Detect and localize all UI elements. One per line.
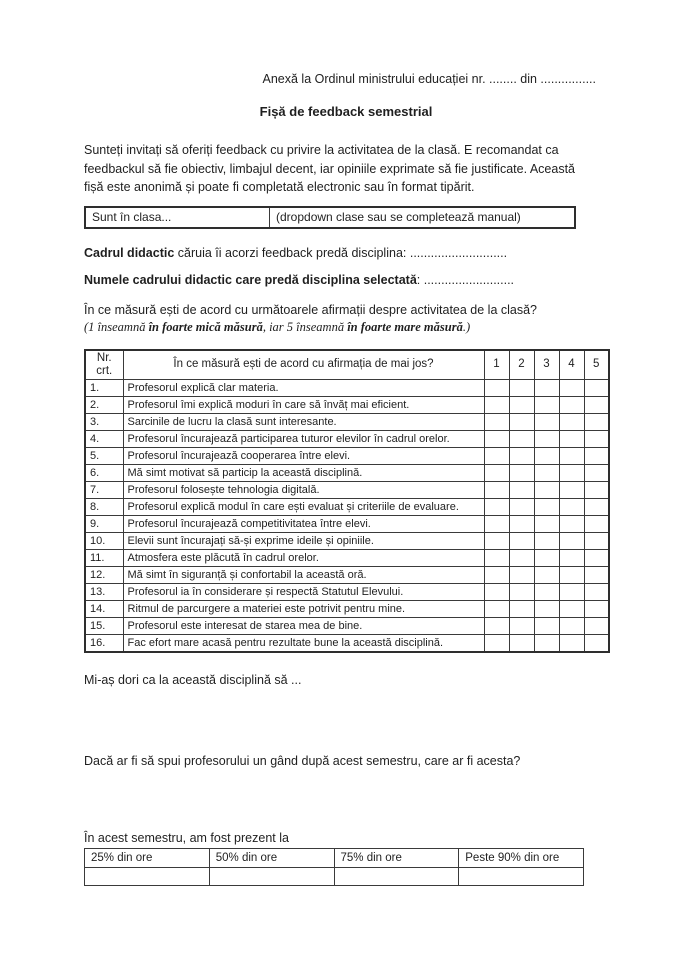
rating-cell-4[interactable] bbox=[559, 566, 584, 583]
rating-cell-2[interactable] bbox=[509, 413, 534, 430]
rating-cell-5[interactable] bbox=[584, 379, 609, 396]
rating-cell-1[interactable] bbox=[484, 634, 509, 652]
rating-cell-5[interactable] bbox=[584, 515, 609, 532]
rating-cell-3[interactable] bbox=[534, 430, 559, 447]
rating-cell-3[interactable] bbox=[534, 515, 559, 532]
attendance-label: În acest semestru, am fost prezent la bbox=[84, 830, 289, 845]
statement-text: Profesorul folosește tehnologia digitală. bbox=[123, 481, 484, 498]
rating-cell-4[interactable] bbox=[559, 532, 584, 549]
rating-cell-2[interactable] bbox=[509, 617, 534, 634]
ratings-table bbox=[84, 349, 610, 653]
scale-note-text: (1 înseamnă bbox=[84, 319, 149, 334]
page-title: Fișă de feedback semestrial bbox=[259, 104, 433, 119]
rating-cell-2[interactable] bbox=[509, 464, 534, 481]
rating-cell-5[interactable] bbox=[584, 600, 609, 617]
rating-cell-5[interactable] bbox=[584, 549, 609, 566]
rating-cell-2[interactable] bbox=[509, 430, 534, 447]
rating-cell-3[interactable] bbox=[534, 532, 559, 549]
statement-number: 6. bbox=[85, 464, 123, 481]
rating-cell-1[interactable] bbox=[484, 515, 509, 532]
statement-row bbox=[85, 498, 609, 515]
statement-number: 9. bbox=[85, 515, 123, 532]
statement-number: 11. bbox=[85, 549, 123, 566]
statement-number: 13. bbox=[85, 583, 123, 600]
teacher-discipline-fill-dots[interactable]: ............................ bbox=[409, 245, 508, 260]
answer-space-thought[interactable] bbox=[84, 768, 608, 831]
statement-row bbox=[85, 464, 609, 481]
rating-cell-5[interactable] bbox=[584, 532, 609, 549]
teacher-name-line bbox=[84, 273, 608, 287]
attendance-answer-row bbox=[85, 867, 584, 885]
rating-cell-5[interactable] bbox=[584, 583, 609, 600]
teacher-discipline-text: căruia îi acorzi feedback predă disciplina: bbox=[174, 245, 410, 260]
rating-cell-4[interactable] bbox=[559, 600, 584, 617]
statement-number: 10. bbox=[85, 532, 123, 549]
statement-text: Profesorul încurajează participarea tuturor elevilor în cadrul orelor. bbox=[123, 430, 484, 447]
statement-number: 1. bbox=[85, 379, 123, 396]
intro-paragraph bbox=[84, 141, 608, 197]
intro-line: Sunteți invitați să oferiți feedback cu privire la activitatea de la clasă. E recomandat ca bbox=[84, 143, 559, 157]
rating-cell-2[interactable] bbox=[509, 532, 534, 549]
attendance-cell-50[interactable] bbox=[209, 867, 334, 885]
statement-number: 3. bbox=[85, 413, 123, 430]
ratings-header-scale-1: 1 bbox=[484, 350, 509, 380]
intro-line: feedbackul să fie obiectiv, limbajul decent, iar opiniile exprimate să fie justificate. Această bbox=[84, 161, 575, 176]
rating-cell-5[interactable] bbox=[584, 430, 609, 447]
statement-number: 2. bbox=[85, 396, 123, 413]
ratings-header-scale-2: 2 bbox=[509, 350, 534, 380]
rating-cell-1[interactable] bbox=[484, 617, 509, 634]
statement-text: Ritmul de parcurgere a materiei este potrivit pentru mine. bbox=[123, 600, 484, 617]
rating-cell-2[interactable] bbox=[509, 498, 534, 515]
statement-number: 7. bbox=[85, 481, 123, 498]
rating-cell-3[interactable] bbox=[534, 634, 559, 652]
scale-note-text: , iar 5 înseamnă bbox=[262, 319, 348, 334]
statement-row bbox=[85, 379, 609, 396]
scale-note-text: .) bbox=[462, 319, 471, 334]
rating-cell-5[interactable] bbox=[584, 481, 609, 498]
rating-cell-2[interactable] bbox=[509, 396, 534, 413]
rating-cell-3[interactable] bbox=[534, 583, 559, 600]
rating-cell-3[interactable] bbox=[534, 566, 559, 583]
ratings-header-row bbox=[85, 350, 609, 380]
statement-row bbox=[85, 413, 609, 430]
statement-row bbox=[85, 634, 609, 652]
ratings-header-scale-3: 3 bbox=[534, 350, 559, 380]
rating-cell-5[interactable] bbox=[584, 634, 609, 652]
ratings-header-scale-4: 4 bbox=[559, 350, 584, 380]
statement-number: 5. bbox=[85, 447, 123, 464]
rating-cell-1[interactable] bbox=[484, 447, 509, 464]
statement-row bbox=[85, 396, 609, 413]
rating-cell-5[interactable] bbox=[584, 617, 609, 634]
scale-note bbox=[84, 320, 608, 335]
annex-line: Anexă la Ordinul ministrului educației nr. ........ din ................ bbox=[262, 72, 596, 86]
statement-text: Mă simt în siguranță și confortabil la această oră. bbox=[123, 566, 484, 583]
statement-text: Profesorul explică clar materia. bbox=[123, 379, 484, 396]
statement-text: Profesorul este interesat de starea mea de bine. bbox=[123, 617, 484, 634]
statement-number: 4. bbox=[85, 430, 123, 447]
rating-cell-3[interactable] bbox=[534, 379, 559, 396]
rating-cell-2[interactable] bbox=[509, 566, 534, 583]
rating-cell-4[interactable] bbox=[559, 498, 584, 515]
rating-cell-2[interactable] bbox=[509, 549, 534, 566]
rating-cell-2[interactable] bbox=[509, 447, 534, 464]
statement-row bbox=[85, 515, 609, 532]
open-question-thought: Dacă ar fi să spui profesorului un gând după acest semestru, care ar fi acesta? bbox=[84, 753, 521, 768]
ratings-table-body bbox=[85, 379, 609, 652]
rating-cell-4[interactable] bbox=[559, 617, 584, 634]
rating-cell-4[interactable] bbox=[559, 413, 584, 430]
rating-cell-2[interactable] bbox=[509, 481, 534, 498]
rating-cell-3[interactable] bbox=[534, 396, 559, 413]
rating-cell-3[interactable] bbox=[534, 600, 559, 617]
statement-row bbox=[85, 481, 609, 498]
rating-cell-1[interactable] bbox=[484, 532, 509, 549]
rating-cell-3[interactable] bbox=[534, 464, 559, 481]
rating-cell-4[interactable] bbox=[559, 481, 584, 498]
page-content bbox=[84, 0, 608, 886]
rating-cell-4[interactable] bbox=[559, 464, 584, 481]
statement-text: Fac efort mare acasă pentru rezultate bune la această disciplină. bbox=[123, 634, 484, 652]
statement-row bbox=[85, 549, 609, 566]
rating-cell-2[interactable] bbox=[509, 634, 534, 652]
rating-cell-4[interactable] bbox=[559, 379, 584, 396]
statement-text: Profesorul explică modul în care ești evaluat și criteriile de evaluare. bbox=[123, 498, 484, 515]
attendance-option-50: 50% din ore bbox=[209, 848, 334, 867]
rating-cell-3[interactable] bbox=[534, 447, 559, 464]
statement-text: Profesorul ia în considerare și respectă Statutul Elevului. bbox=[123, 583, 484, 600]
rating-cell-4[interactable] bbox=[559, 634, 584, 652]
rating-cell-5[interactable] bbox=[584, 566, 609, 583]
attendance-option-25: 25% din ore bbox=[85, 848, 210, 867]
rating-cell-4[interactable] bbox=[559, 515, 584, 532]
attendance-options-row bbox=[85, 848, 584, 867]
rating-cell-5[interactable] bbox=[584, 447, 609, 464]
attendance-cell-90[interactable] bbox=[459, 867, 584, 885]
statement-text: Elevii sunt încurajați să-și exprime ideile și opiniile. bbox=[123, 532, 484, 549]
statement-number: 8. bbox=[85, 498, 123, 515]
rating-cell-1[interactable] bbox=[484, 498, 509, 515]
attendance-option-75: 75% din ore bbox=[334, 848, 459, 867]
statement-text: Profesorul încurajează competitivitatea între elevi. bbox=[123, 515, 484, 532]
rating-cell-2[interactable] bbox=[509, 600, 534, 617]
rating-cell-1[interactable] bbox=[484, 396, 509, 413]
rating-cell-5[interactable] bbox=[584, 464, 609, 481]
statement-row bbox=[85, 583, 609, 600]
rating-cell-3[interactable] bbox=[534, 549, 559, 566]
rating-cell-5[interactable] bbox=[584, 396, 609, 413]
statement-row bbox=[85, 532, 609, 549]
rating-cell-1[interactable] bbox=[484, 430, 509, 447]
statement-row bbox=[85, 600, 609, 617]
statement-number: 15. bbox=[85, 617, 123, 634]
teacher-name-text: : bbox=[416, 272, 424, 287]
attendance-option-90: Peste 90% din ore bbox=[459, 848, 584, 867]
rating-cell-1[interactable] bbox=[484, 583, 509, 600]
attendance-cell-75[interactable] bbox=[334, 867, 459, 885]
statement-text: Profesorul încurajează cooperarea între elevi. bbox=[123, 447, 484, 464]
statement-row bbox=[85, 447, 609, 464]
intro-line: fișă este anonimă și poate fi completată electronic sau în format tipărit. bbox=[84, 180, 475, 195]
teacher-discipline-line bbox=[84, 246, 608, 260]
teacher-discipline-label: Cadrul didactic bbox=[84, 245, 175, 260]
teacher-name-fill-dots[interactable]: .......................... bbox=[423, 272, 515, 287]
statement-row bbox=[85, 430, 609, 447]
rating-cell-1[interactable] bbox=[484, 413, 509, 430]
attendance-table bbox=[84, 848, 584, 886]
rating-cell-4[interactable] bbox=[559, 583, 584, 600]
rating-cell-1[interactable] bbox=[484, 566, 509, 583]
rating-cell-1[interactable] bbox=[484, 549, 509, 566]
rating-cell-2[interactable] bbox=[509, 379, 534, 396]
rating-cell-1[interactable] bbox=[484, 481, 509, 498]
scale-question: În ce măsură ești de acord cu următoarele afirmații despre activitatea de la clasă? bbox=[84, 302, 538, 317]
statement-text: Profesorul îmi explică moduri în care să învăț mai eficient. bbox=[123, 396, 484, 413]
rating-cell-4[interactable] bbox=[559, 430, 584, 447]
class-select-table bbox=[84, 206, 576, 229]
class-select-row bbox=[85, 207, 575, 228]
rating-cell-1[interactable] bbox=[484, 379, 509, 396]
rating-cell-4[interactable] bbox=[559, 396, 584, 413]
class-label-cell: Sunt în clasa... bbox=[85, 207, 270, 228]
statement-row bbox=[85, 617, 609, 634]
statement-number: 12. bbox=[85, 566, 123, 583]
rating-cell-3[interactable] bbox=[534, 617, 559, 634]
rating-cell-4[interactable] bbox=[559, 447, 584, 464]
rating-cell-3[interactable] bbox=[534, 413, 559, 430]
rating-cell-2[interactable] bbox=[509, 515, 534, 532]
statement-row bbox=[85, 566, 609, 583]
statement-text: Mă simt motivat să particip la această disciplină. bbox=[123, 464, 484, 481]
statement-text: Sarcinile de lucru la clasă sunt interesante. bbox=[123, 413, 484, 430]
answer-space-wish[interactable] bbox=[84, 687, 608, 754]
rating-cell-5[interactable] bbox=[584, 413, 609, 430]
scale-note-emphasis-high: în foarte mare măsură bbox=[347, 319, 463, 334]
open-question-wish: Mi-aș dori ca la această disciplină să ... bbox=[84, 672, 302, 687]
class-dropdown-cell[interactable]: (dropdown clase sau se completează manual) bbox=[270, 207, 576, 228]
rating-cell-4[interactable] bbox=[559, 549, 584, 566]
statement-number: 14. bbox=[85, 600, 123, 617]
scale-note-emphasis-low: în foarte mică măsură bbox=[148, 319, 263, 334]
statement-text: Atmosfera este plăcută în cadrul orelor. bbox=[123, 549, 484, 566]
ratings-header-question: În ce măsură ești de acord cu afirmația de mai jos? bbox=[123, 350, 484, 380]
statement-number: 16. bbox=[85, 634, 123, 652]
rating-cell-1[interactable] bbox=[484, 464, 509, 481]
ratings-header-nr: Nr. crt. bbox=[85, 350, 123, 380]
ratings-header-scale-5: 5 bbox=[584, 350, 609, 380]
attendance-cell-25[interactable] bbox=[85, 867, 210, 885]
rating-cell-3[interactable] bbox=[534, 481, 559, 498]
rating-cell-3[interactable] bbox=[534, 498, 559, 515]
rating-cell-1[interactable] bbox=[484, 600, 509, 617]
rating-cell-5[interactable] bbox=[584, 498, 609, 515]
rating-cell-2[interactable] bbox=[509, 583, 534, 600]
teacher-name-label: Numele cadrului didactic care predă disciplina selectată bbox=[84, 272, 417, 287]
